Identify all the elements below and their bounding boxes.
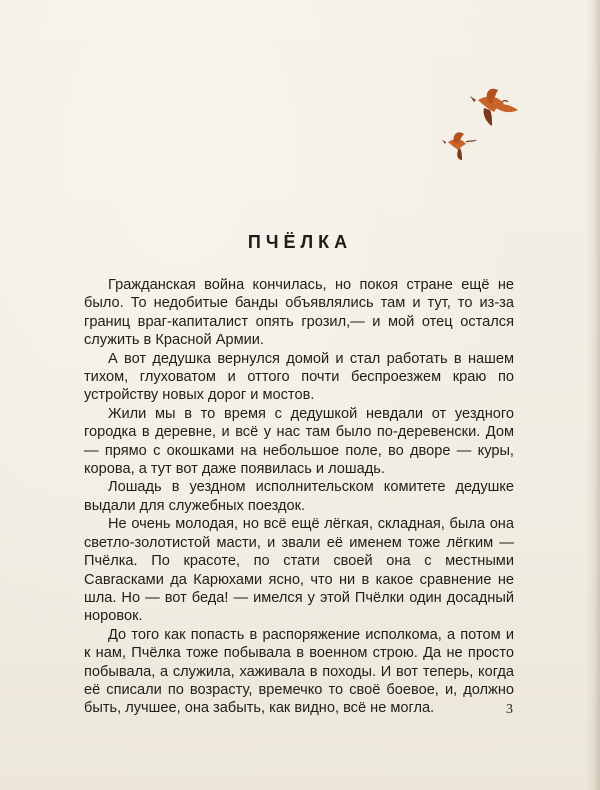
paragraph: Не очень молодая, но всё ещё лёгкая, складная, была она светло-золотистой масти, и звали её именем тоже лёгким — Пчёлка. По красоте, по стати своей она с местными Савrасками да Карюхами ясно, что ни в какое сравнение не шла. Но — вот беда! — имелся у этой Пчёлки один досадный норовок. — [84, 516, 514, 625]
chapter-title: ПЧЁЛКА — [247, 232, 353, 252]
page-number: 3 — [506, 702, 513, 717]
paragraph: А вот дедушка вернулся домой и стал работать в нашем тихом, глуховатом и оттого почти беспроезжем краю по устройству новых дорог и мостов. — [84, 350, 514, 404]
bird-large-icon — [470, 89, 518, 126]
paragraph: До того как попасть в распоряжение исполкома, а потом и к нам, Пчёлка тоже побывала в военном строю. Да не просто побывала, а служила, хаживала в походы. И вот теперь, когда её списали по возрасту, времечко то своё боевое, и, должно быть, лучшее, она забыть, как видно, всё не могла. — [84, 626, 514, 717]
two-birds-flying-icon — [440, 80, 530, 170]
paragraph: Лошадь в уездном исполнительском комитете дедушке выдали для служебных поездок. — [84, 479, 514, 514]
page-edge-shadow — [586, 0, 600, 790]
chapter-body — [84, 276, 514, 718]
paragraph: Гражданская война кончилась, но покоя стране ещё не было. То недобитые банды объявлялись там и тут, то из-за границ враг-капиталист опять грозил,— и мой отец остался служить в Красной Армии. — [84, 277, 514, 349]
bird-small-icon — [442, 132, 476, 160]
paragraph: Жили мы в то время с дедушкой невдали от уездного городка в деревне, и всё у нас там было по-деревенски. Дом — прямо с окошками на небольшое поле, во дворе — куры, корова, а тут вот даже появилась и лошадь. — [84, 405, 514, 478]
